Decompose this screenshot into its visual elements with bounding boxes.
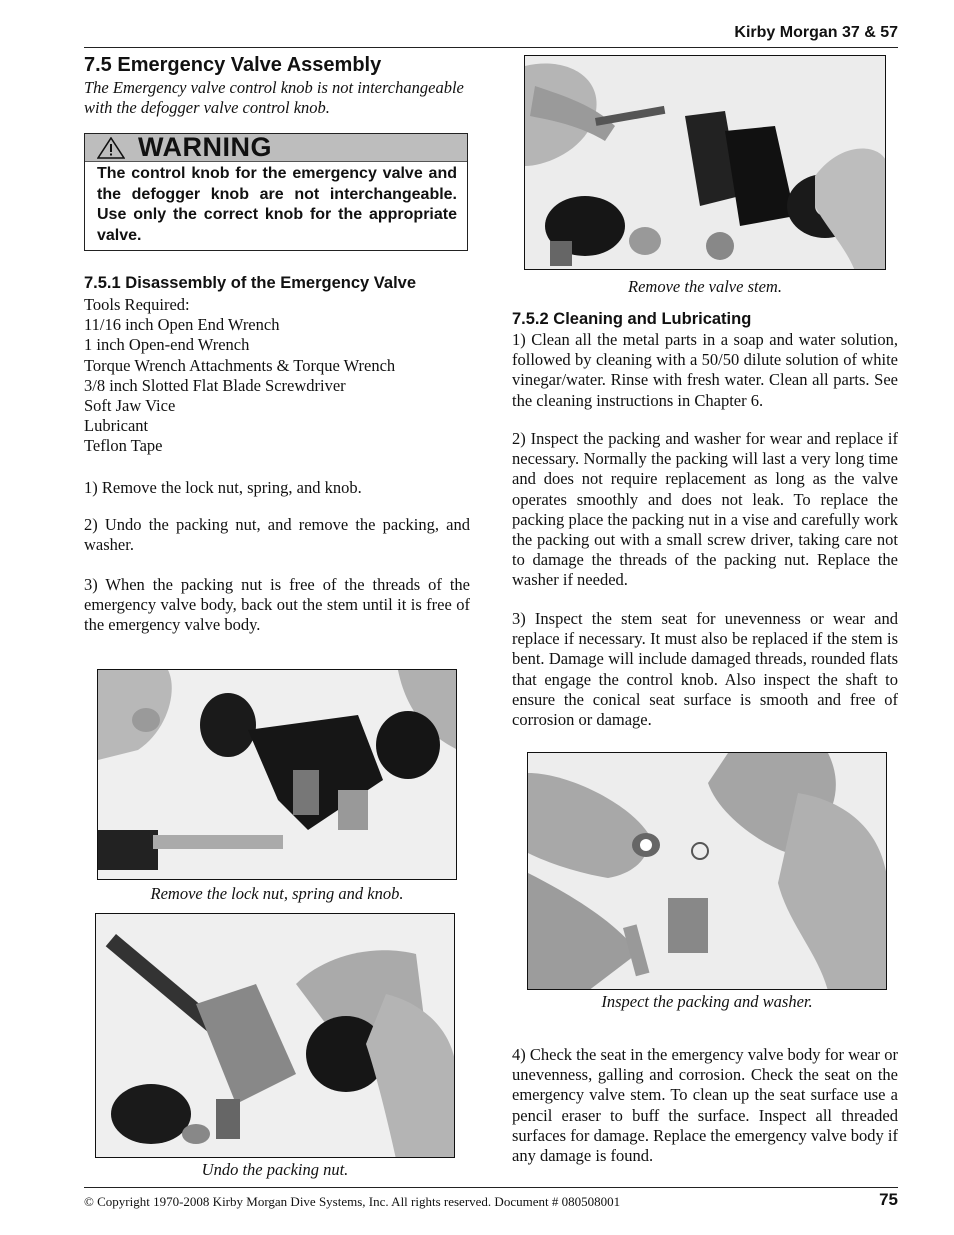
tools-list — [84, 295, 474, 457]
cleaning-step: 3) Inspect the stem seat for unevenness or wear and replace if necessary. It must also be replaced if the stem is bent. Damage will include damaged threads, rounded flats that engage the control knob. Also inspect the shaft to ensure the conical seat surface is smooth and free of corrosion or damage. — [512, 609, 898, 730]
section-intro: The Emergency valve control knob is not interchangeable with the defogger valve control knob. — [84, 78, 464, 117]
page-number: 75 — [879, 1190, 898, 1209]
running-header: Kirby Morgan 37 & 57 — [734, 24, 898, 41]
warning-header — [85, 134, 467, 162]
disassembly-step: 1) Remove the lock nut, spring, and knob. — [84, 478, 362, 497]
tool-item: Soft Jaw Vice — [84, 396, 176, 416]
tools-heading: Tools Required: — [84, 295, 190, 314]
cleaning-step: 4) Check the seat in the emergency valve body for wear or unevenness, galling and corrosion. Check the seat on the emergency valve stem. To clean up the seat surface use a pencil eraser to buff the surface. Inspect all threaded surfaces for damage. Replace the emergency valve body if any damage is found. — [512, 1045, 898, 1166]
warning-box — [84, 133, 468, 251]
cleaning-step: 2) Inspect the packing and washer for wear and replace if necessary. Normally the packing will last a very long time and does not require replacement as long as the valve operates smoothly and does not leak. To replace the packing place the packing nut in a vise and carefully work the packing out with a small screw driver, taking care not to damage the threads of the packing nut. Replace the washer if needed. — [512, 429, 898, 590]
cleaning-step: 1) Clean all the metal parts in a soap and water solution, followed by cleaning with a 50/50 dilute solution of white vinegar/water. Rinse with fresh water. Clean all parts. See the cleaning instructions in Chapter 6. — [512, 330, 898, 410]
tool-item: Lubricant — [84, 416, 149, 436]
photo-remove-valve-stem — [524, 55, 886, 270]
tool-item: 1 inch Open-end Wrench — [84, 335, 250, 355]
caption-remove-valve-stem: Remove the valve stem. — [628, 277, 782, 296]
disassembly-step: 2) Undo the packing nut, and remove the packing, and washer. — [84, 515, 470, 555]
caption-remove-lock-nut: Remove the lock nut, spring and knob. — [150, 884, 404, 903]
caption-undo-packing-nut: Undo the packing nut. — [201, 1160, 349, 1179]
disassembly-title: 7.5.1 Disassembly of the Emergency Valve — [84, 274, 417, 292]
tool-item: Teflon Tape — [84, 436, 163, 456]
warning-text: The control knob for the emergency valve and the defogger knob are not interchangeable. Use only the correct knob for the appropriate valve. — [97, 165, 457, 244]
photo-remove-lock-nut — [97, 669, 457, 880]
header-rule — [84, 47, 898, 48]
section-title: 7.5 Emergency Valve Assembly — [84, 54, 382, 76]
disassembly-step: 3) When the packing nut is free of the threads of the emergency valve body, back out the stem until it is free of the emergency valve body. — [84, 575, 470, 635]
photo-undo-packing-nut — [95, 913, 455, 1158]
warning-triangle-icon — [97, 137, 125, 159]
footer-rule — [84, 1187, 898, 1188]
cleaning-title: 7.5.2 Cleaning and Lubricating — [512, 310, 752, 328]
tool-item: Torque Wrench Attachments & Torque Wrench — [84, 355, 396, 375]
tool-item: 11/16 inch Open End Wrench — [84, 315, 280, 335]
warning-title: WARNING — [138, 132, 272, 162]
footer-copyright: © Copyright 1970-2008 Kirby Morgan Dive Systems, Inc. All rights reserved. Document # 080508001 — [84, 1194, 621, 1209]
photo-inspect-packing — [527, 752, 887, 990]
caption-inspect-packing: Inspect the packing and washer. — [601, 992, 813, 1011]
tool-item: 3/8 inch Slotted Flat Blade Screwdriver — [84, 375, 346, 395]
